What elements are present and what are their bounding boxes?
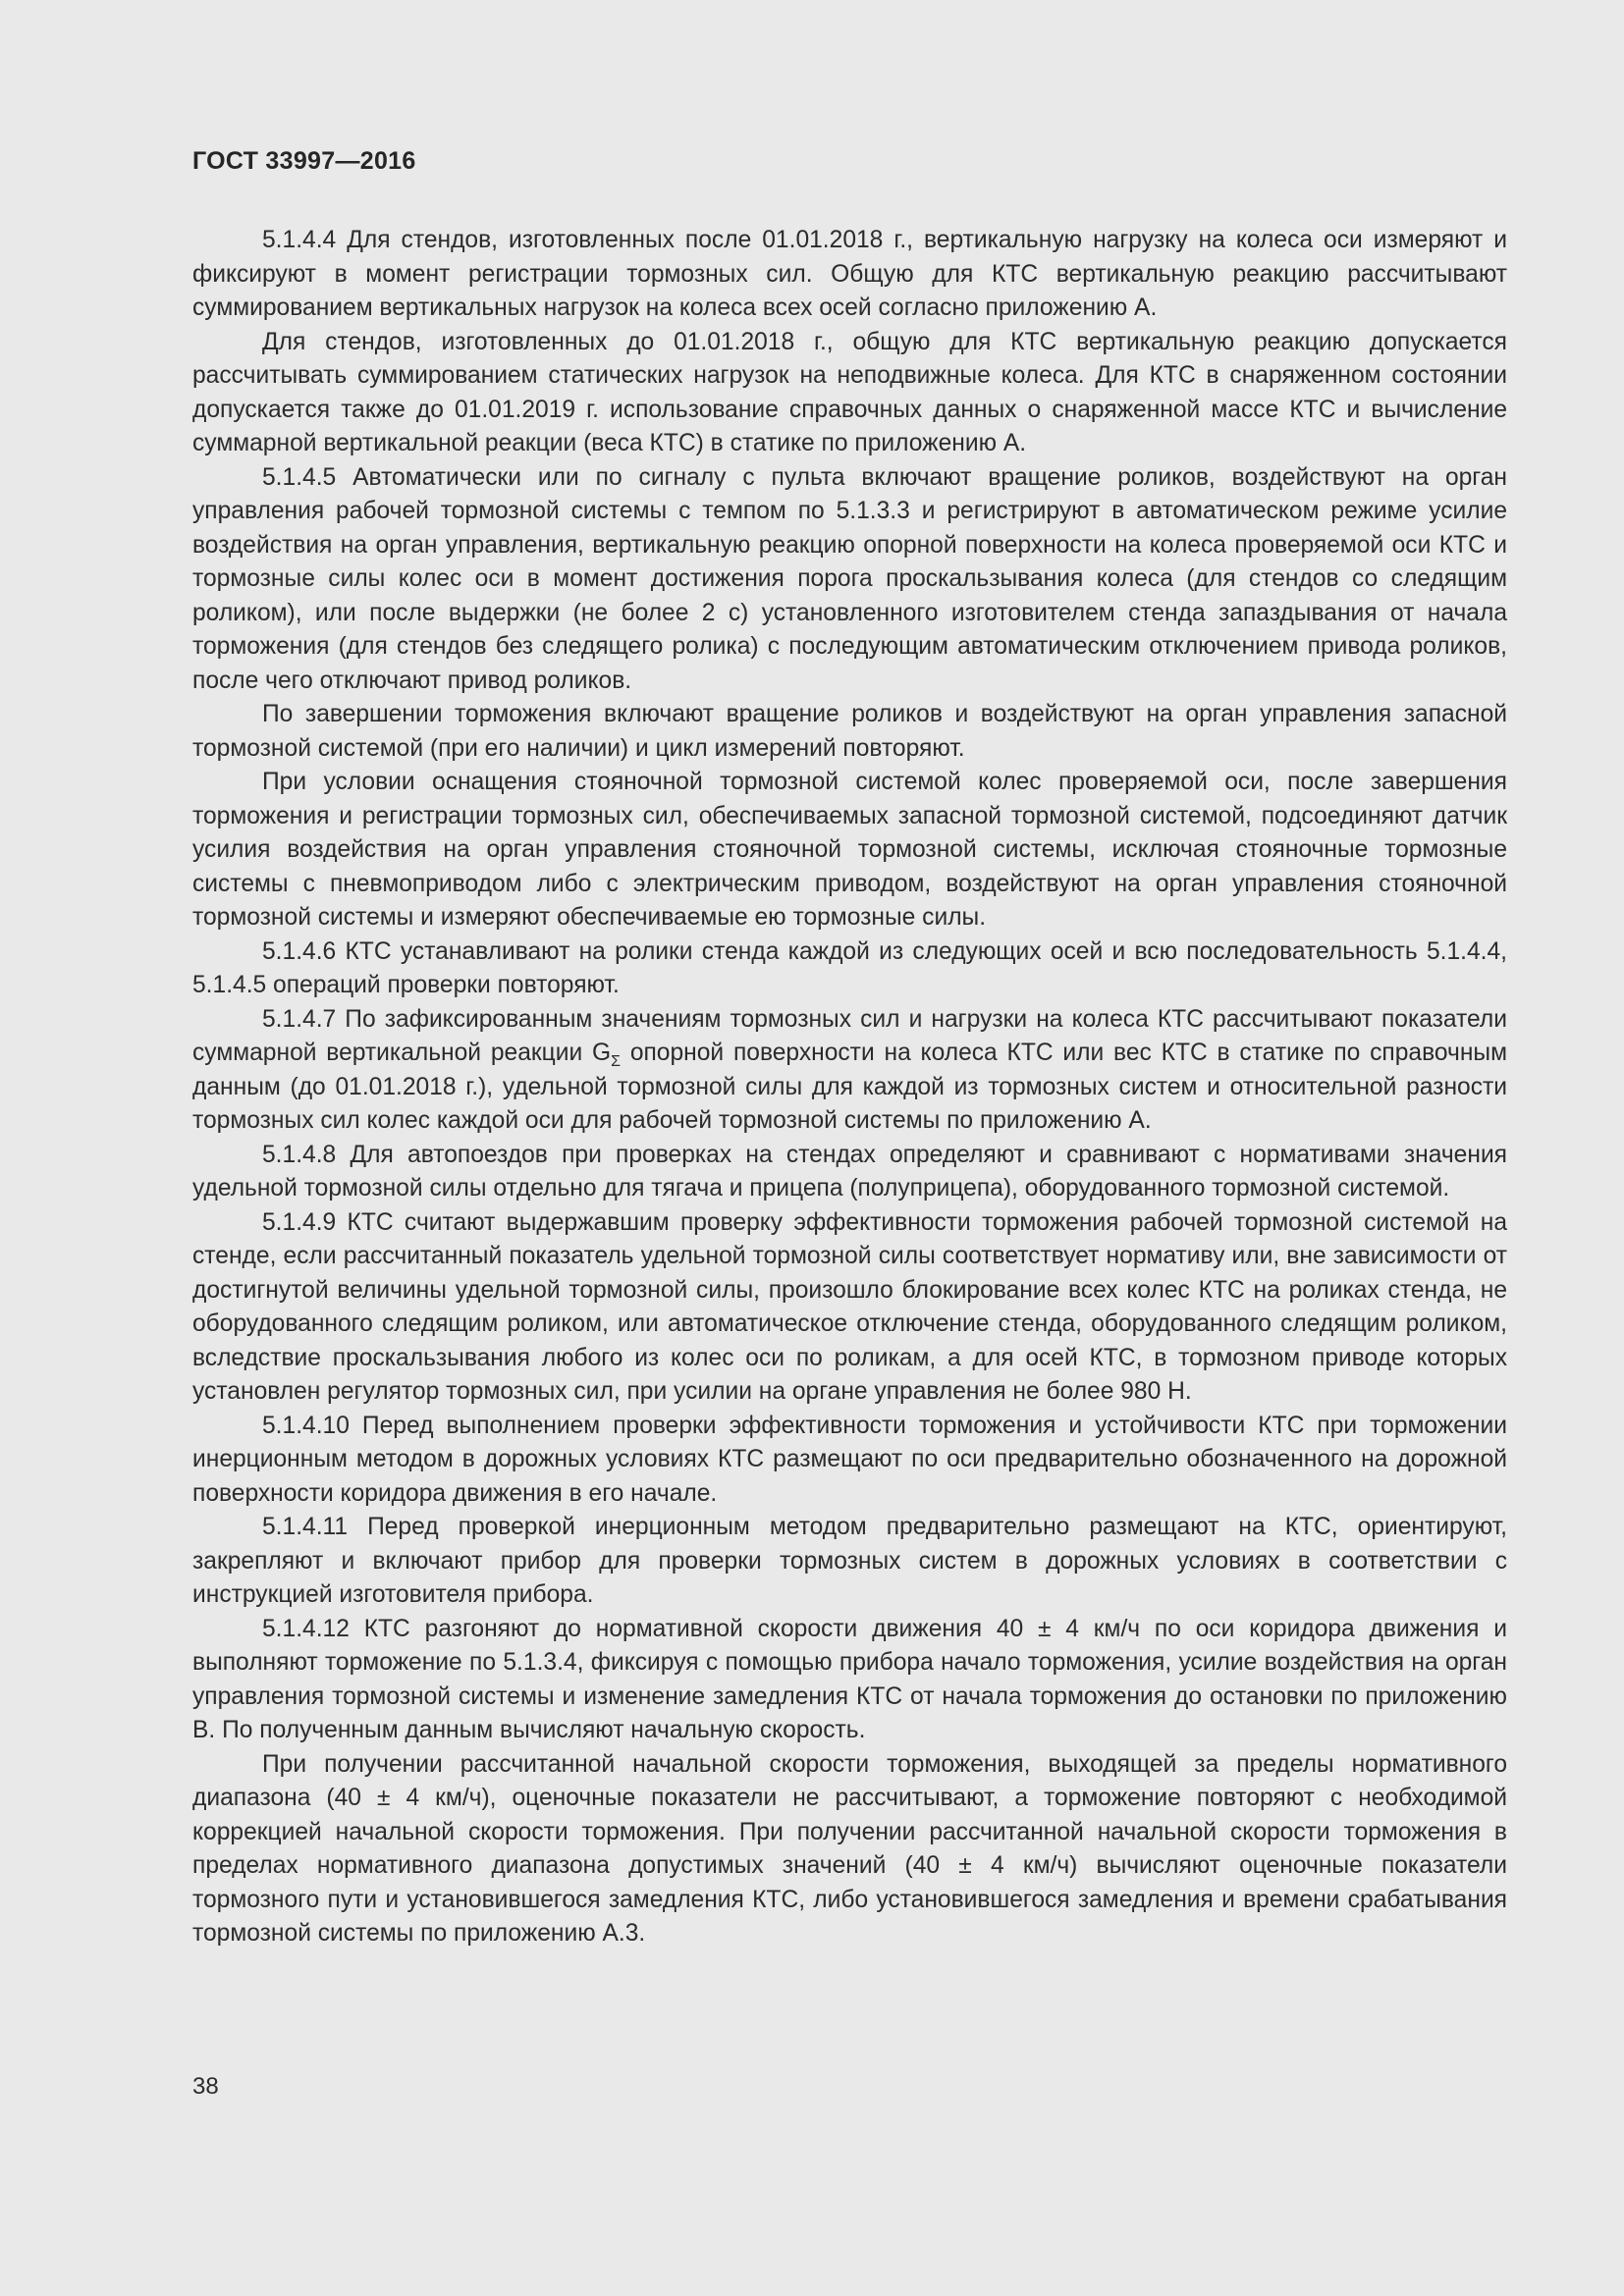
paragraph-parking-brake: При условии оснащения стояночной тормозной системой колес проверяемой оси, после завершения торможения и регистрации тормозных сил, обеспечиваемых запасной тормозной системой, подсоединяют датчик усилия воздействия на орган управления стояночной тормозной системы, исключая стояночные тормозные системы с пневмоприводом либо с электрическим приводом, воздействуют на орган управления стояночной тормозной системы и измеряют обеспечиваемые ею тормозные силы.: [192, 769, 1507, 931]
paragraph-5-1-4-11: 5.1.4.11 Перед проверкой инерционным методом предварительно размещают на КТС, ориентируют, закрепляют и включают прибор для проверки тормозных систем в дорожных условиях в соответствии с инструкцией изготовителя прибора.: [192, 1514, 1507, 1608]
paragraph-5-1-4-4: 5.1.4.4 Для стендов, изготовленных после 01.01.2018 г., вертикальную нагрузку на колеса оси измеряют и фиксируют в момент регистрации тормозных сил. Общую для КТС вертикальную реакцию рассчитывают суммированием вертикальных нагрузок на колеса всех осей согласно приложению А.: [192, 227, 1507, 321]
page-number: 38: [192, 2073, 219, 2100]
paragraph-stands-before-2018: Для стендов, изготовленных до 01.01.2018 г., общую для КТС вертикальную реакцию допускается рассчитывать суммированием статических нагрузок на неподвижные колеса. Для КТС в снаряженном состоянии допускается также до 01.01.2019 г. использование справочных данных о снаряженной массе КТС и вычисление суммарной вертикальной реакции (веса КТС) в статике по приложению А.: [192, 328, 1507, 456]
sigma-subscript: Σ: [611, 1053, 622, 1070]
paragraph-5-1-4-12: 5.1.4.12 КТС разгоняют до нормативной скорости движения 40 ± 4 км/ч по оси коридора движения и выполняют торможение по 5.1.3.4, фиксируя с помощью прибора начало торможения, усилие воздействия на орган управления тормозной системы и изменение замедления КТС от начала торможения до остановки по приложению В. По полученным данным вычисляют начальную скорость.: [192, 1615, 1507, 1743]
document-body: [192, 224, 1507, 1951]
paragraph-5-1-4-5: 5.1.4.5 Автоматически или по сигналу с пульта включают вращение роликов, воздействуют на орган управления рабочей тормозной системы с темпом по 5.1.3.3 и регистрируют в автоматическом режиме усилие воздействия на орган управления, вертикальную реакцию опорной поверхности на колеса проверяемой оси КТС и тормозные силы колес оси в момент достижения порога проскальзывания колеса (для стендов со следящим роликом), или после выдержки (не более 2 с) установленного изготовителем стенда запаздывания от начала торможения (для стендов без следящего ролика) с последующим автоматическим отключением привода роликов, после чего отключают привод роликов.: [192, 463, 1507, 694]
paragraph-5-1-4-10: 5.1.4.10 Перед выполнением проверки эффективности торможения и устойчивости КТС при торможении инерционным методом в дорожных условиях КТС размещают по оси предварительно обозначенного на дорожной поверхности коридора движения в его начале.: [192, 1412, 1507, 1507]
paragraph-5-1-4-7-after: опорной поверхности на колеса КТС или вес КТС в статике по справочным данным (до 01.01.2018 г.), удельной тормозной силы для каждой из тормозных систем и относительной разности тормозных сил колес каждой оси для рабочей тормозной системы по приложению А.: [192, 1040, 1508, 1134]
document-header: ГОСТ 33997—2016: [192, 147, 416, 175]
paragraph-after-braking: По завершении торможения включают вращение роликов и воздействуют на орган управления запасной тормозной системой (при его наличии) и цикл измерений повторяют.: [192, 701, 1507, 762]
paragraph-5-1-4-9: 5.1.4.9 КТС считают выдержавшим проверку эффективности торможения рабочей тормозной системой на стенде, если рассчитанный показатель удельной тормозной силы соответствует нормативу или, вне зависимости от достигнутой величины удельной тормозной силы, произошло блокирование всех колес КТС на роликах стенда, не оборудованного следящим роликом, или автоматическое отключение стенда, оборудованного следящим роликом, вследствие проскальзывания любого из колес оси по роликам, а для осей КТС, в тормозном приводе которых установлен регулятор тормозных сил, при усилии на органе управления не более 980 Н.: [192, 1208, 1507, 1405]
paragraph-5-1-4-7: [192, 1003, 1507, 1139]
paragraph-initial-speed: При получении рассчитанной начальной скорости торможения, выходящей за пределы нормативного диапазона (40 ± 4 км/ч), оценочные показатели не рассчитывают, а торможение повторяют с необходимой коррекцией начальной скорости торможения. При получении рассчитанной начальной скорости торможения в пределах нормативного диапазона допустимых значений (40 ± 4 км/ч) вычисляют оценочные показатели тормозного пути и установившегося замедления КТС, либо установившегося замедления и времени срабатывания тормозной системы по приложению А.3.: [192, 1750, 1507, 1947]
paragraph-5-1-4-8: 5.1.4.8 Для автопоездов при проверках на стендах определяют и сравнивают с нормативами значения удельной тормозной силы отдельно для тягача и прицепа (полуприцепа), оборудованного тормозной системой.: [192, 1141, 1507, 1201]
paragraph-5-1-4-6: 5.1.4.6 КТС устанавливают на ролики стенда каждой из следующих осей и всю последовательность 5.1.4.4, 5.1.4.5 операций проверки повторяют.: [192, 937, 1507, 998]
paragraph-5-1-4-7-before: 5.1.4.7 По зафиксированным значениям тормозных сил и нагрузки на колеса КТС рассчитывают показатели суммарной вертикальной реакции G: [192, 1005, 1507, 1066]
